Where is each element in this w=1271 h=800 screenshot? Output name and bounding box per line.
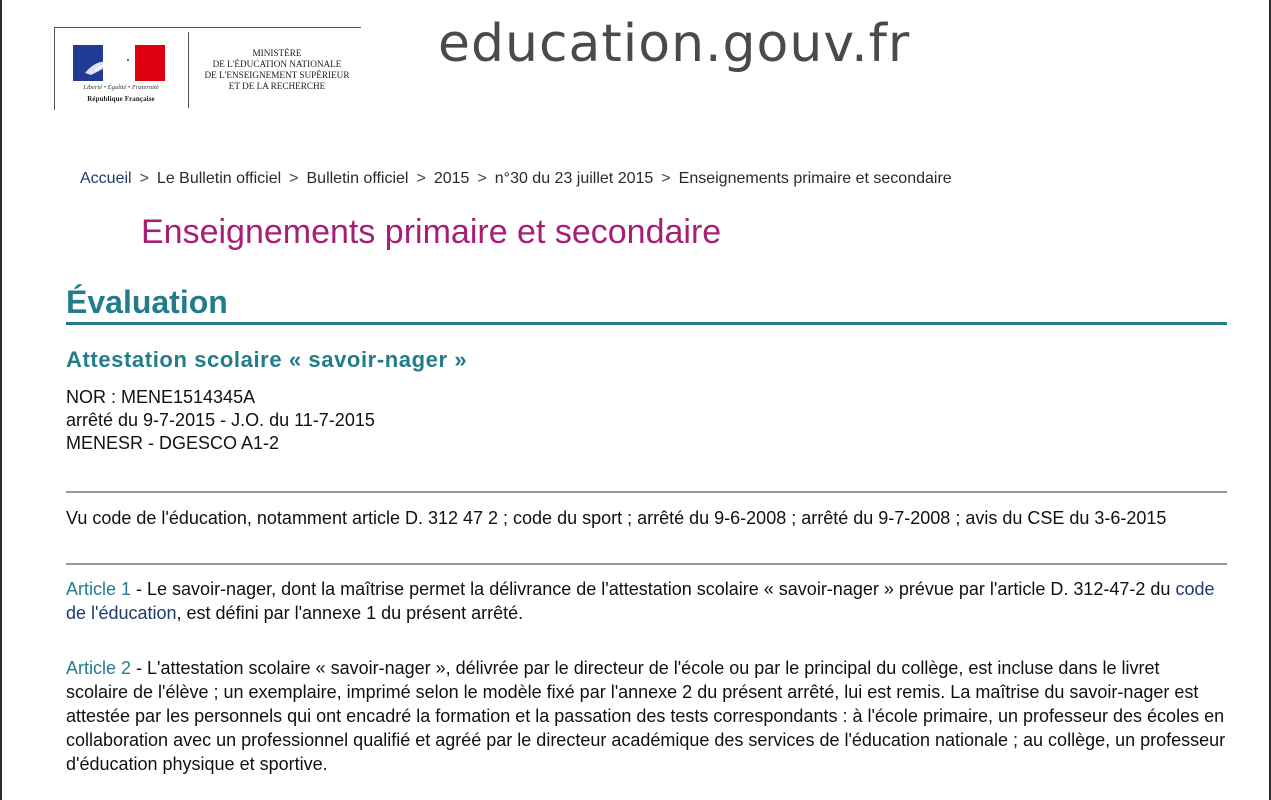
article-metadata (66, 386, 375, 455)
breadcrumb-separator: > (416, 170, 426, 187)
article-2-text: - L'attestation scolaire « savoir-nager », délivrée par le directeur de l'école ou par le principal du collège, est incluse dans le livret scolaire de l'élève ; un exemplaire, imprimé selon le modèle fixé par l'annexe 2 du présent arrêté, lui est remis. La maîtrise du savoir-nager est attestée par les personnels qui ont encadré la formation et la passation des tests correspondants : à l'école primaire, un professeur des écoles en collaboration avec un professionnel qualifié et agréé par le directeur académique des services de l'éducation nationale ; au collège, un professeur d'éducation physique et sportive. (66, 658, 1226, 774)
article-1-paragraph (66, 577, 1226, 625)
breadcrumb-item-bulletin[interactable]: Bulletin officiel (306, 170, 409, 187)
nor-reference: NOR : MENE1514345A (66, 387, 256, 407)
visa-divider-top (66, 491, 1227, 493)
article-1-text-before: - Le savoir-nager, dont la maîtrise permet la délivrance de l'attestation scolaire « savoir-nager » prévue par l'article D. 312-47-2 du (131, 579, 1176, 599)
marianne-emblem (69, 45, 169, 105)
rubric-title: Enseignements primaire et secondaire (141, 213, 722, 251)
republic-motto: Liberté • Égalité • Fraternité (83, 84, 159, 91)
breadcrumb-item-bulletin-officiel[interactable]: Le Bulletin officiel (156, 170, 282, 187)
breadcrumb-item-year[interactable]: 2015 (433, 170, 470, 187)
code-education-link[interactable]: code de l'éducation (66, 579, 1215, 623)
article-1-label: Article 1 (66, 579, 132, 599)
breadcrumb (80, 170, 952, 188)
visa-text: Vu code de l'éducation, notamment article D. 312 47 2 ; code du sport ; arrêté du 9-6-2008 ; arrêté du 9-7-2008 ; avis du CSE du 3-6-2015 (66, 508, 1167, 528)
arrete-date: arrêté du 9-7-2015 - J.O. du 11-7-2015 (66, 410, 375, 430)
article-title: Attestation scolaire « savoir-nager » (66, 347, 468, 372)
site-title[interactable]: education.gouv.fr (438, 14, 911, 74)
section-title: Évaluation (66, 284, 228, 320)
logo-divider (188, 32, 189, 108)
article-2-label: Article 2 (66, 658, 132, 678)
tricolor-flag-icon (73, 45, 165, 81)
breadcrumb-item-issue[interactable]: n°30 du 23 juillet 2015 (494, 170, 654, 187)
visa-divider-bottom (66, 563, 1227, 565)
ministry-logo[interactable] (54, 27, 361, 110)
breadcrumb-item-current: Enseignements primaire et secondaire (678, 170, 952, 187)
breadcrumb-home-link[interactable]: Accueil (80, 170, 132, 187)
republic-name: République Française (87, 95, 155, 103)
article-2-paragraph (66, 656, 1226, 776)
breadcrumb-separator: > (477, 170, 487, 187)
issuing-service: MENESR - DGESCO A1-2 (66, 433, 280, 453)
breadcrumb-separator: > (139, 170, 149, 187)
section-divider (66, 322, 1227, 325)
article-1-text-after: , est défini par l'annexe 1 du présent arrêté. (176, 603, 524, 623)
ministry-name: MINISTÈRE DE L'ÉDUCATION NATIONALE DE L'ENSEIGNEMENT SUPÉRIEUR ET DE LA RECHERCHE (204, 48, 350, 91)
breadcrumb-separator: > (661, 170, 671, 187)
breadcrumb-separator: > (289, 170, 299, 187)
